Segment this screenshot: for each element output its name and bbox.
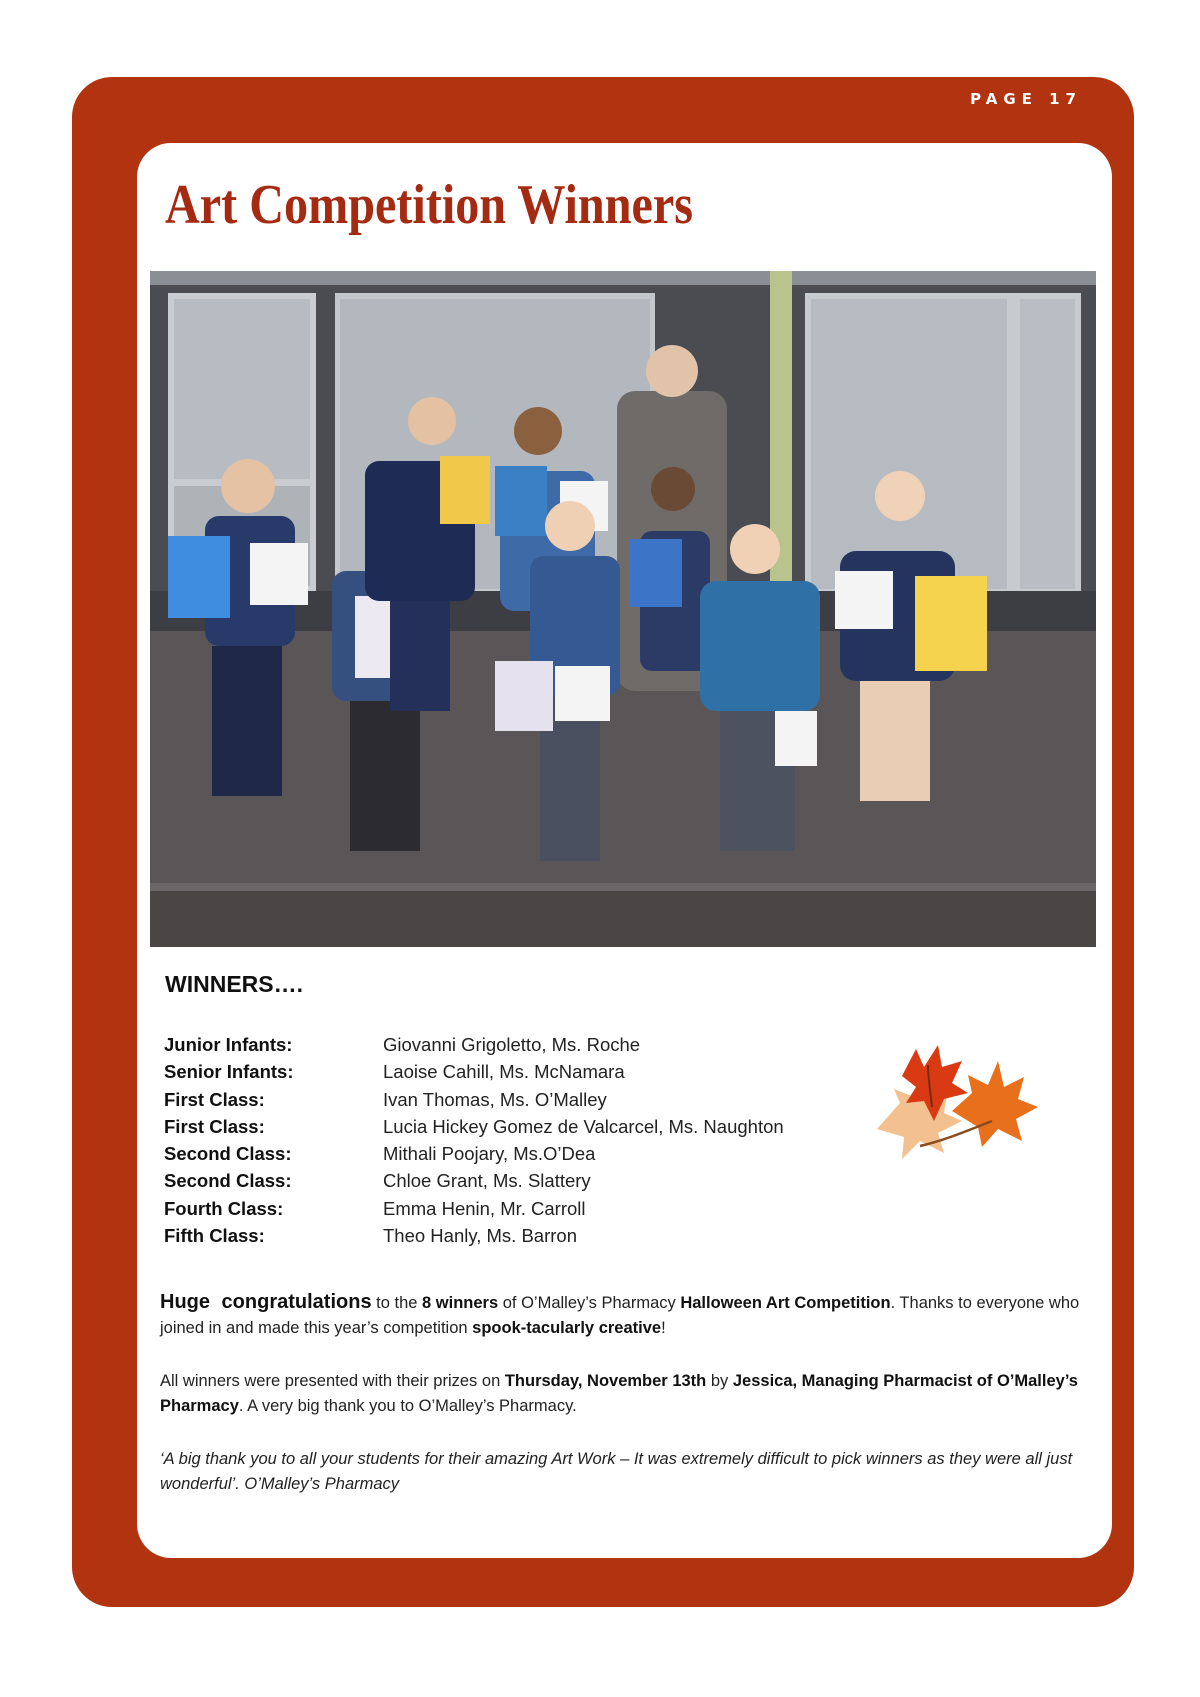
winner-class: Fifth Class: xyxy=(164,1225,265,1247)
pharmacy-quote: ‘A big thank you to all your students for their amazing Art Work – It was extremely difficult to pick winners as they were all just wonderful’. O’Malley’s Pharmacy xyxy=(160,1450,1073,1493)
page-frame xyxy=(72,77,1134,1607)
autumn-leaves-icon xyxy=(872,1041,1042,1171)
winner-name: Theo Hanly, Ms. Barron xyxy=(383,1225,577,1247)
winner-name: Emma Henin, Mr. Carroll xyxy=(383,1197,586,1219)
winner-class: First Class: xyxy=(164,1115,265,1137)
congratulations-paragraph xyxy=(160,1290,1090,1341)
winner-name: Laoise Cahill, Ms. McNamara xyxy=(383,1061,625,1083)
winner-class: Fourth Class: xyxy=(164,1197,284,1219)
winners-list xyxy=(164,1034,784,1252)
winners-heading: WINNERS…. xyxy=(165,971,303,997)
bold-run: Halloween Art Competition xyxy=(680,1294,891,1312)
page-number: PAGE 17 xyxy=(970,90,1082,108)
winner-class: Second Class: xyxy=(164,1143,292,1165)
winner-row xyxy=(164,1034,784,1061)
winner-row xyxy=(164,1170,784,1197)
group-photo xyxy=(150,271,1096,947)
page-title: Art Competition Winners xyxy=(165,174,693,236)
winner-class: Senior Infants: xyxy=(164,1061,294,1083)
winner-name: Mithali Poojary, Ms.O’Dea xyxy=(383,1143,596,1165)
winner-class: Second Class: xyxy=(164,1170,292,1192)
winner-row xyxy=(164,1198,784,1225)
bold-run: Jessica, Managing Pharmacist of O’Malley’s Pharmacy xyxy=(160,1372,1078,1415)
text-run: by xyxy=(706,1372,733,1390)
winner-class: First Class: xyxy=(164,1088,265,1110)
text-run: of O’Malley’s Pharmacy xyxy=(498,1294,681,1312)
bold-run: Thursday, November 13th xyxy=(504,1372,707,1390)
bold-run: 8 winners xyxy=(422,1294,499,1312)
text-run: ! xyxy=(661,1319,666,1337)
winner-name: Chloe Grant, Ms. Slattery xyxy=(383,1170,591,1192)
content-card xyxy=(137,143,1112,1558)
winner-row xyxy=(164,1116,784,1143)
winner-name: Lucia Hickey Gomez de Valcarcel, Ms. Naughton xyxy=(383,1115,784,1137)
winner-class: Junior Infants: xyxy=(164,1034,293,1055)
winner-row xyxy=(164,1225,784,1252)
bold-run: spook-tacularly creative xyxy=(472,1319,662,1337)
winner-row xyxy=(164,1143,784,1170)
winner-name: Giovanni Grigoletto, Ms. Roche xyxy=(383,1034,641,1055)
text-run: . A very big thank you to O’Malley’s Pharmacy. xyxy=(238,1397,577,1415)
congratulations-lead: Huge congratulations xyxy=(160,1291,372,1313)
text-run: to the xyxy=(371,1294,423,1312)
winner-row xyxy=(164,1061,784,1088)
winner-row xyxy=(164,1089,784,1116)
winner-name: Ivan Thomas, Ms. O’Malley xyxy=(383,1088,607,1110)
text-run: All winners were presented with their prizes on xyxy=(160,1372,505,1390)
text-run: . Thanks to everyone who joined in and made this year’s competition xyxy=(160,1294,1080,1337)
prizes-paragraph xyxy=(160,1369,1090,1419)
